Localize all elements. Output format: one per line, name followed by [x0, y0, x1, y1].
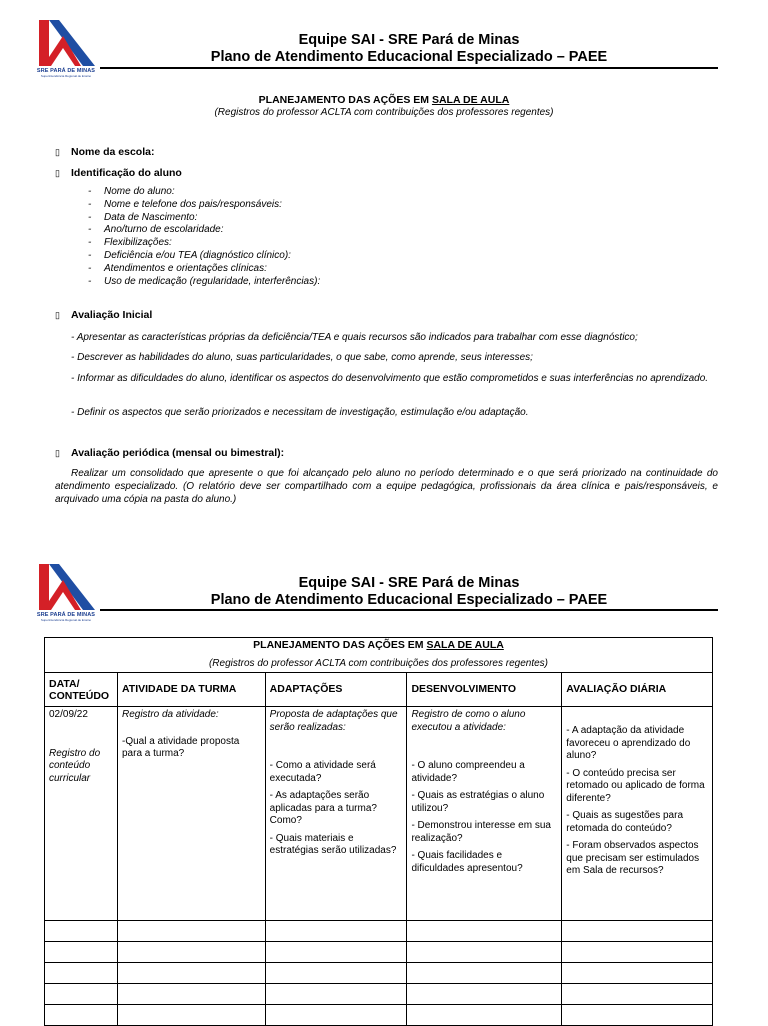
- initial-eval-item: - Descrever as habilidades do aluno, suas particularidades, o que sabe, como aprende, seus interesses;: [71, 352, 533, 363]
- bullet-school: ▯ Nome da escola:: [55, 146, 155, 158]
- page-header: [100, 32, 718, 66]
- header-rule: [100, 609, 718, 611]
- adapt-head: Proposta de adaptações que serão realizadas:: [269, 709, 398, 733]
- table-row: [45, 984, 713, 1005]
- bullet-marker-icon: ▯: [55, 310, 60, 320]
- row-date: 02/09/22: [49, 709, 88, 720]
- activity-question: -Qual a atividade proposta para a turma?: [121, 735, 240, 759]
- sre-logo-icon: [35, 18, 97, 68]
- logo-subtitle: Superintendência Regional de Ensino: [40, 74, 92, 78]
- bullet-student-id: ▯ Identificação do aluno: [55, 167, 182, 179]
- eval-question: - Quais as sugestões para retomada do conteúdo?: [566, 810, 684, 834]
- section-title: PLANEJAMENTO DAS AÇÕES EM SALA DE AULA: [258, 94, 510, 106]
- bullet-marker-icon: ▯: [55, 448, 60, 458]
- periodic-eval-text: Realizar um consolidado que apresente o que foi alcançado pelo aluno no período determinado e o que será priorizado na continuidade do atendimento especializado. (O relatório deve ser compartilhado com a equipe pedagógica, profissionais da área clínica e pais/responsáveis, e arquivado uma cópia na pasta do aluno.): [55, 468, 718, 505]
- table-header-row: [45, 673, 713, 707]
- table-row: [45, 921, 713, 942]
- list-item: - Flexibilizações:: [88, 237, 320, 250]
- dev-question: - Demonstrou interesse em sua realização?: [411, 820, 551, 844]
- logo-name: SRE PARÁ DE MINAS: [36, 68, 96, 74]
- activity-head: Registro da atividade:: [121, 709, 219, 720]
- dev-question: - Quais facilidades e dificuldades apresentou?: [411, 850, 523, 874]
- initial-eval-item: - Definir os aspectos que serão priorizados e necessitam de investigação, estimulação e/ou adaptação.: [71, 407, 529, 418]
- bullet-marker-icon: ▯: [55, 147, 60, 157]
- list-item: - Data de Nascimento:: [88, 212, 320, 225]
- bullet-periodic-eval: ▯ Avaliação periódica (mensal ou bimestral):: [55, 447, 285, 459]
- adapt-question: - As adaptações serão aplicadas para a turma? Como?: [269, 790, 377, 826]
- dev-question: - Quais as estratégias o aluno utilizou?: [411, 790, 545, 814]
- section-subtitle: (Registros do professor ACLTA com contribuições dos professores regentes): [214, 107, 554, 118]
- dev-question: - O aluno compreendeu a atividade?: [411, 760, 525, 784]
- table-row: [45, 963, 713, 984]
- header-subtitle: Plano de Atendimento Educacional Especializado – PAEE: [210, 49, 608, 65]
- table-subtitle: (Registros do professor ACLTA com contribuições dos professores regentes): [208, 657, 549, 669]
- logo: [35, 562, 97, 622]
- table-title: PLANEJAMENTO DAS AÇÕES EM SALA DE AULA: [253, 639, 504, 651]
- initial-eval-item: - Informar as dificuldades do aluno, identificar os aspectos do desenvolvimento que estão comprometidos e suas interferências no aprendizado.: [71, 373, 709, 384]
- list-item: - Ano/turno de escolaridade:: [88, 224, 320, 237]
- row-content: Registro do conteúdo curricular: [49, 747, 101, 784]
- table-title-row: [45, 638, 713, 673]
- logo: [35, 18, 97, 78]
- table-row: [45, 942, 713, 963]
- col-adaptations: ADAPTAÇÕES: [265, 673, 407, 707]
- logo-name: SRE PARÁ DE MINAS: [36, 612, 96, 618]
- bullet-initial-eval: ▯ Avaliação Inicial: [55, 309, 153, 321]
- eval-question: - A adaptação da atividade favoreceu o aprendizado do aluno?: [566, 725, 691, 761]
- adapt-question: - Como a atividade será executada?: [269, 760, 376, 784]
- eval-question: - O conteúdo precisa ser retomado ou aplicado de forma diferente?: [566, 767, 705, 804]
- list-item: - Atendimentos e orientações clínicas:: [88, 263, 320, 276]
- header-subtitle: Plano de Atendimento Educacional Especializado – PAEE: [210, 592, 608, 608]
- planning-table: [44, 637, 713, 1026]
- dev-head: Registro de como o aluno executou a atividade:: [411, 709, 526, 733]
- page-header: [100, 575, 718, 609]
- eval-question: - Foram observados aspectos que precisam ser estimulados em Sala de recursos?: [566, 840, 700, 876]
- list-item: - Nome do aluno:: [88, 186, 320, 199]
- adapt-question: - Quais materiais e estratégias serão utilizadas?: [269, 832, 397, 856]
- list-item: - Nome e telefone dos pais/responsáveis:: [88, 199, 320, 212]
- bullet-marker-icon: ▯: [55, 168, 60, 178]
- sre-logo-icon: [35, 562, 97, 612]
- list-item: - Deficiência e/ou TEA (diagnóstico clínico):: [88, 250, 320, 263]
- header-rule: [100, 67, 718, 69]
- table-row: [45, 707, 713, 921]
- col-activity: ATIVIDADE DA TURMA: [117, 673, 265, 707]
- col-daily-eval: AVALIAÇÃO DIÁRIA: [562, 673, 713, 707]
- student-items-list: [88, 186, 320, 288]
- col-development: DESENVOLVIMENTO: [407, 673, 562, 707]
- header-title: Equipe SAI - SRE Pará de Minas: [298, 575, 520, 591]
- list-item: - Uso de medicação (regularidade, interferências):: [88, 276, 320, 289]
- col-date-content: DATA/ CONTEÚDO: [45, 673, 118, 707]
- header-title: Equipe SAI - SRE Pará de Minas: [298, 32, 520, 48]
- logo-subtitle: Superintendência Regional de Ensino: [40, 618, 92, 622]
- initial-eval-item: - Apresentar as características próprias da deficiência/TEA e quais recursos são indicados para trabalhar com esse diagnóstico;: [71, 332, 638, 343]
- table-row: [45, 1005, 713, 1026]
